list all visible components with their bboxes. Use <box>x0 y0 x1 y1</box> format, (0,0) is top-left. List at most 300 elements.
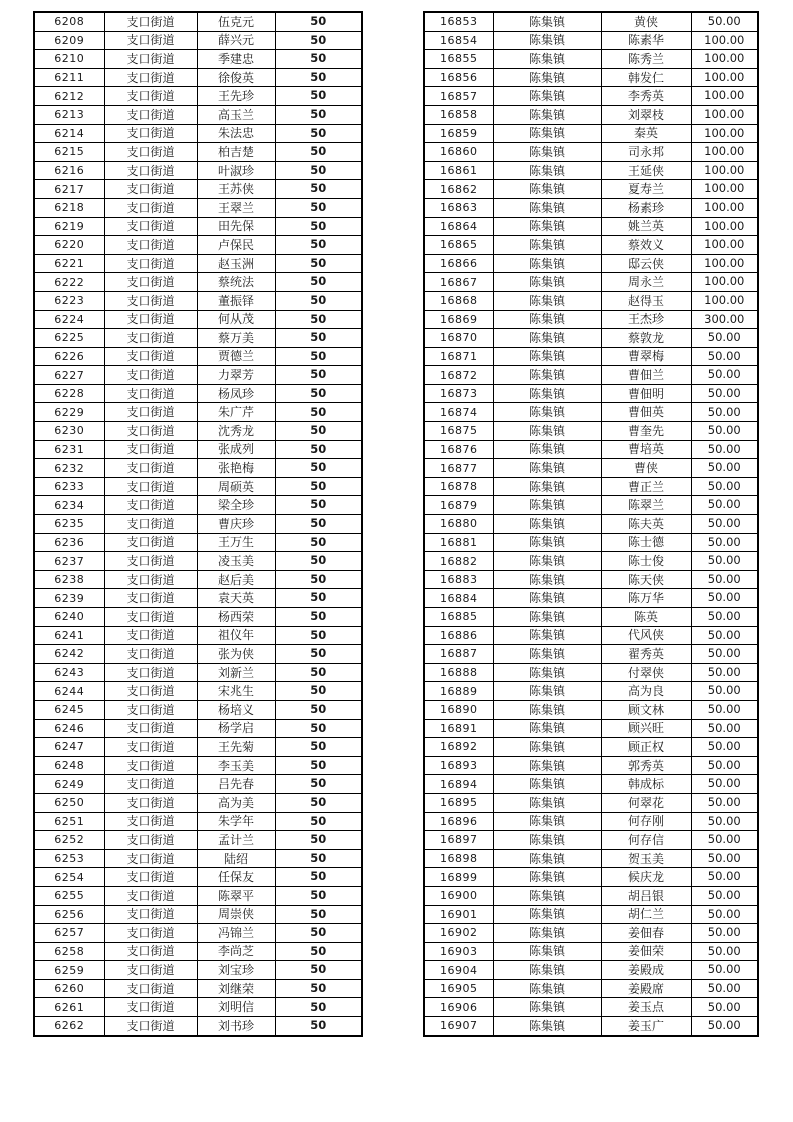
person-name-cell: 周崇侠 <box>197 905 275 924</box>
region-cell: 支口街道 <box>104 626 197 645</box>
person-name-cell: 朱广芹 <box>197 403 275 422</box>
row-id-cell: 6227 <box>34 366 104 385</box>
person-name-cell: 刘宝珍 <box>197 961 275 980</box>
person-name-cell: 蔡敦龙 <box>601 329 691 348</box>
table-row <box>34 347 362 366</box>
table-row <box>34 50 362 69</box>
row-id-cell: 16882 <box>424 552 493 571</box>
amount-cell: 50.00 <box>691 403 758 422</box>
person-name-cell: 袁天英 <box>197 589 275 608</box>
region-cell: 陈集镇 <box>493 180 601 199</box>
row-id-cell: 6221 <box>34 254 104 273</box>
row-id-cell: 16901 <box>424 905 493 924</box>
amount-cell: 50.00 <box>691 905 758 924</box>
person-name-cell: 夏寿兰 <box>601 180 691 199</box>
row-id-cell: 16865 <box>424 236 493 255</box>
amount-cell: 50.00 <box>691 626 758 645</box>
amount-cell: 50 <box>275 682 362 701</box>
region-cell: 陈集镇 <box>493 347 601 366</box>
region-cell: 支口街道 <box>104 552 197 571</box>
table-row <box>424 793 758 812</box>
amount-cell: 50 <box>275 645 362 664</box>
amount-cell: 50 <box>275 105 362 124</box>
amount-cell: 50.00 <box>691 384 758 403</box>
region-cell: 支口街道 <box>104 496 197 515</box>
row-id-cell: 6258 <box>34 942 104 961</box>
person-name-cell: 韩发仁 <box>601 68 691 87</box>
row-id-cell: 16873 <box>424 384 493 403</box>
row-id-cell: 16906 <box>424 998 493 1017</box>
amount-cell: 50.00 <box>691 589 758 608</box>
amount-cell: 100.00 <box>691 273 758 292</box>
region-cell: 陈集镇 <box>493 700 601 719</box>
row-id-cell: 16881 <box>424 533 493 552</box>
table-row <box>424 440 758 459</box>
person-name-cell: 何存刚 <box>601 812 691 831</box>
person-name-cell: 力翠芳 <box>197 366 275 385</box>
table-row <box>424 570 758 589</box>
row-id-cell: 6248 <box>34 756 104 775</box>
region-cell: 陈集镇 <box>493 645 601 664</box>
amount-cell: 50.00 <box>691 849 758 868</box>
table-row <box>424 998 758 1017</box>
person-name-cell: 周永兰 <box>601 273 691 292</box>
table-row <box>424 329 758 348</box>
region-cell: 支口街道 <box>104 738 197 757</box>
region-cell: 支口街道 <box>104 143 197 162</box>
table-row <box>34 849 362 868</box>
person-name-cell: 曹佃兰 <box>601 366 691 385</box>
person-name-cell: 张成列 <box>197 440 275 459</box>
amount-cell: 100.00 <box>691 143 758 162</box>
amount-cell: 100.00 <box>691 124 758 143</box>
person-name-cell: 田先保 <box>197 217 275 236</box>
amount-cell: 50.00 <box>691 515 758 534</box>
amount-cell: 50.00 <box>691 961 758 980</box>
amount-cell: 50.00 <box>691 756 758 775</box>
table-row <box>34 273 362 292</box>
table-row <box>424 756 758 775</box>
row-id-cell: 6238 <box>34 570 104 589</box>
table-row <box>34 886 362 905</box>
amount-cell: 50 <box>275 68 362 87</box>
table-row <box>34 682 362 701</box>
row-id-cell: 6220 <box>34 236 104 255</box>
table-row <box>34 124 362 143</box>
amount-cell: 50.00 <box>691 422 758 441</box>
person-name-cell: 王苏侠 <box>197 180 275 199</box>
table-row <box>424 143 758 162</box>
table-row <box>424 31 758 50</box>
person-name-cell: 王延侠 <box>601 161 691 180</box>
row-id-cell: 6214 <box>34 124 104 143</box>
region-cell: 支口街道 <box>104 1017 197 1036</box>
person-name-cell: 刘翠枝 <box>601 105 691 124</box>
region-cell: 支口街道 <box>104 273 197 292</box>
table-row <box>34 626 362 645</box>
table-row <box>34 700 362 719</box>
row-id-cell: 6243 <box>34 663 104 682</box>
table-row <box>424 738 758 757</box>
table-row <box>424 905 758 924</box>
amount-cell: 100.00 <box>691 291 758 310</box>
person-name-cell: 沈秀龙 <box>197 422 275 441</box>
person-name-cell: 杨凤珍 <box>197 384 275 403</box>
person-name-cell: 顾兴旺 <box>601 719 691 738</box>
amount-cell: 50 <box>275 198 362 217</box>
region-cell: 支口街道 <box>104 161 197 180</box>
region-cell: 陈集镇 <box>493 291 601 310</box>
person-name-cell: 凌玉美 <box>197 552 275 571</box>
row-id-cell: 16888 <box>424 663 493 682</box>
region-cell: 支口街道 <box>104 886 197 905</box>
table-row <box>424 310 758 329</box>
row-id-cell: 16887 <box>424 645 493 664</box>
region-cell: 陈集镇 <box>493 812 601 831</box>
region-cell: 陈集镇 <box>493 533 601 552</box>
person-name-cell: 胡吕银 <box>601 886 691 905</box>
table-row <box>34 310 362 329</box>
person-name-cell: 杨素珍 <box>601 198 691 217</box>
table-row <box>424 87 758 106</box>
left-roster-body <box>34 12 362 1036</box>
table-row <box>34 161 362 180</box>
region-cell: 支口街道 <box>104 477 197 496</box>
amount-cell: 100.00 <box>691 87 758 106</box>
amount-cell: 50.00 <box>691 552 758 571</box>
person-name-cell: 王翠兰 <box>197 198 275 217</box>
table-row <box>424 403 758 422</box>
person-name-cell: 韩成标 <box>601 775 691 794</box>
row-id-cell: 16874 <box>424 403 493 422</box>
row-id-cell: 16854 <box>424 31 493 50</box>
region-cell: 支口街道 <box>104 236 197 255</box>
amount-cell: 50 <box>275 775 362 794</box>
table-row <box>34 663 362 682</box>
table-row <box>424 886 758 905</box>
region-cell: 支口街道 <box>104 366 197 385</box>
person-name-cell: 代风侠 <box>601 626 691 645</box>
amount-cell: 50 <box>275 273 362 292</box>
amount-cell: 50 <box>275 422 362 441</box>
region-cell: 支口街道 <box>104 775 197 794</box>
table-row <box>34 198 362 217</box>
table-row <box>424 12 758 31</box>
person-name-cell: 顾正权 <box>601 738 691 757</box>
region-cell: 陈集镇 <box>493 961 601 980</box>
amount-cell: 300.00 <box>691 310 758 329</box>
table-row <box>34 12 362 31</box>
region-cell: 陈集镇 <box>493 217 601 236</box>
person-name-cell: 高为美 <box>197 793 275 812</box>
region-cell: 陈集镇 <box>493 552 601 571</box>
person-name-cell: 柏吉楚 <box>197 143 275 162</box>
person-name-cell: 姜佃荣 <box>601 942 691 961</box>
region-cell: 支口街道 <box>104 663 197 682</box>
table-row <box>424 124 758 143</box>
table-row <box>424 663 758 682</box>
person-name-cell: 曹翠梅 <box>601 347 691 366</box>
amount-cell: 100.00 <box>691 217 758 236</box>
region-cell: 陈集镇 <box>493 626 601 645</box>
row-id-cell: 6235 <box>34 515 104 534</box>
amount-cell: 50 <box>275 1017 362 1036</box>
row-id-cell: 16878 <box>424 477 493 496</box>
row-id-cell: 6252 <box>34 831 104 850</box>
amount-cell: 50 <box>275 998 362 1017</box>
table-row <box>34 738 362 757</box>
row-id-cell: 6218 <box>34 198 104 217</box>
region-cell: 支口街道 <box>104 440 197 459</box>
region-cell: 支口街道 <box>104 310 197 329</box>
person-name-cell: 刘继荣 <box>197 979 275 998</box>
row-id-cell: 16879 <box>424 496 493 515</box>
amount-cell: 50 <box>275 236 362 255</box>
person-name-cell: 李秀英 <box>601 87 691 106</box>
row-id-cell: 16893 <box>424 756 493 775</box>
row-id-cell: 16857 <box>424 87 493 106</box>
amount-cell: 50 <box>275 886 362 905</box>
amount-cell: 50.00 <box>691 738 758 757</box>
row-id-cell: 6229 <box>34 403 104 422</box>
person-name-cell: 薛兴元 <box>197 31 275 50</box>
person-name-cell: 陈万华 <box>601 589 691 608</box>
row-id-cell: 6209 <box>34 31 104 50</box>
table-row <box>424 608 758 627</box>
row-id-cell: 6225 <box>34 329 104 348</box>
row-id-cell: 6250 <box>34 793 104 812</box>
row-id-cell: 16885 <box>424 608 493 627</box>
region-cell: 支口街道 <box>104 700 197 719</box>
amount-cell: 50 <box>275 384 362 403</box>
person-name-cell: 冯锦兰 <box>197 924 275 943</box>
row-id-cell: 6213 <box>34 105 104 124</box>
row-id-cell: 6234 <box>34 496 104 515</box>
region-cell: 陈集镇 <box>493 105 601 124</box>
table-row <box>34 515 362 534</box>
table-row <box>424 645 758 664</box>
table-row <box>424 496 758 515</box>
amount-cell: 100.00 <box>691 161 758 180</box>
row-id-cell: 6228 <box>34 384 104 403</box>
person-name-cell: 李玉美 <box>197 756 275 775</box>
table-row <box>424 217 758 236</box>
amount-cell: 50 <box>275 124 362 143</box>
row-id-cell: 6232 <box>34 459 104 478</box>
table-row <box>424 589 758 608</box>
person-name-cell: 曹佃明 <box>601 384 691 403</box>
table-row <box>424 1017 758 1036</box>
region-cell: 陈集镇 <box>493 942 601 961</box>
table-row <box>424 254 758 273</box>
table-row <box>34 403 362 422</box>
amount-cell: 50 <box>275 403 362 422</box>
amount-cell: 50.00 <box>691 700 758 719</box>
region-cell: 支口街道 <box>104 979 197 998</box>
person-name-cell: 赵玉洲 <box>197 254 275 273</box>
region-cell: 支口街道 <box>104 12 197 31</box>
region-cell: 陈集镇 <box>493 849 601 868</box>
table-row <box>34 254 362 273</box>
table-row <box>34 440 362 459</box>
region-cell: 支口街道 <box>104 793 197 812</box>
row-id-cell: 6254 <box>34 868 104 887</box>
amount-cell: 50 <box>275 533 362 552</box>
amount-cell: 50 <box>275 50 362 69</box>
row-id-cell: 6253 <box>34 849 104 868</box>
amount-cell: 50 <box>275 812 362 831</box>
amount-cell: 50 <box>275 31 362 50</box>
person-name-cell: 曹奎先 <box>601 422 691 441</box>
person-name-cell: 姜玉广 <box>601 1017 691 1036</box>
region-cell: 陈集镇 <box>493 775 601 794</box>
table-row <box>424 291 758 310</box>
amount-cell: 50 <box>275 291 362 310</box>
amount-cell: 50.00 <box>691 831 758 850</box>
table-row <box>34 1017 362 1036</box>
row-id-cell: 16858 <box>424 105 493 124</box>
person-name-cell: 何翠花 <box>601 793 691 812</box>
row-id-cell: 6249 <box>34 775 104 794</box>
person-name-cell: 刘新兰 <box>197 663 275 682</box>
person-name-cell: 陈夫英 <box>601 515 691 534</box>
amount-cell: 50.00 <box>691 533 758 552</box>
person-name-cell: 蔡效义 <box>601 236 691 255</box>
amount-cell: 50 <box>275 589 362 608</box>
amount-cell: 50 <box>275 756 362 775</box>
region-cell: 支口街道 <box>104 645 197 664</box>
row-id-cell: 16876 <box>424 440 493 459</box>
row-id-cell: 16862 <box>424 180 493 199</box>
amount-cell: 50.00 <box>691 886 758 905</box>
amount-cell: 50.00 <box>691 812 758 831</box>
row-id-cell: 16904 <box>424 961 493 980</box>
table-row <box>424 422 758 441</box>
amount-cell: 50 <box>275 831 362 850</box>
table-row <box>34 831 362 850</box>
region-cell: 支口街道 <box>104 589 197 608</box>
amount-cell: 100.00 <box>691 198 758 217</box>
table-row <box>424 161 758 180</box>
row-id-cell: 16866 <box>424 254 493 273</box>
row-id-cell: 6223 <box>34 291 104 310</box>
row-id-cell: 16877 <box>424 459 493 478</box>
table-row <box>34 905 362 924</box>
region-cell: 支口街道 <box>104 961 197 980</box>
table-row <box>424 384 758 403</box>
table-row <box>34 384 362 403</box>
region-cell: 陈集镇 <box>493 403 601 422</box>
table-row <box>34 812 362 831</box>
amount-cell: 50 <box>275 515 362 534</box>
table-row <box>424 198 758 217</box>
table-row <box>424 849 758 868</box>
region-cell: 陈集镇 <box>493 236 601 255</box>
region-cell: 支口街道 <box>104 217 197 236</box>
amount-cell: 50.00 <box>691 868 758 887</box>
table-row <box>424 533 758 552</box>
row-id-cell: 16895 <box>424 793 493 812</box>
table-row <box>34 105 362 124</box>
person-name-cell: 贺玉美 <box>601 849 691 868</box>
amount-cell: 50.00 <box>691 496 758 515</box>
person-name-cell: 徐俊英 <box>197 68 275 87</box>
table-row <box>34 998 362 1017</box>
table-row <box>34 477 362 496</box>
person-name-cell: 陈士德 <box>601 533 691 552</box>
region-cell: 支口街道 <box>104 422 197 441</box>
person-name-cell: 李尚芝 <box>197 942 275 961</box>
row-id-cell: 16863 <box>424 198 493 217</box>
person-name-cell: 何存信 <box>601 831 691 850</box>
table-row <box>34 942 362 961</box>
amount-cell: 100.00 <box>691 180 758 199</box>
table-row <box>424 924 758 943</box>
person-name-cell: 秦英 <box>601 124 691 143</box>
amount-cell: 50.00 <box>691 608 758 627</box>
amount-cell: 50 <box>275 793 362 812</box>
amount-cell: 50 <box>275 552 362 571</box>
region-cell: 陈集镇 <box>493 124 601 143</box>
table-row <box>34 756 362 775</box>
region-cell: 陈集镇 <box>493 273 601 292</box>
row-id-cell: 6247 <box>34 738 104 757</box>
person-name-cell: 朱法忠 <box>197 124 275 143</box>
person-name-cell: 姜佃春 <box>601 924 691 943</box>
row-id-cell: 16867 <box>424 273 493 292</box>
row-id-cell: 6224 <box>34 310 104 329</box>
row-id-cell: 6239 <box>34 589 104 608</box>
table-row <box>34 87 362 106</box>
region-cell: 陈集镇 <box>493 459 601 478</box>
amount-cell: 50.00 <box>691 12 758 31</box>
amount-cell: 50 <box>275 180 362 199</box>
person-name-cell: 陈英 <box>601 608 691 627</box>
row-id-cell: 16886 <box>424 626 493 645</box>
region-cell: 支口街道 <box>104 291 197 310</box>
row-id-cell: 16870 <box>424 329 493 348</box>
table-row <box>34 793 362 812</box>
row-id-cell: 16856 <box>424 68 493 87</box>
row-id-cell: 6233 <box>34 477 104 496</box>
amount-cell: 100.00 <box>691 254 758 273</box>
table-row <box>34 533 362 552</box>
row-id-cell: 6256 <box>34 905 104 924</box>
row-id-cell: 16883 <box>424 570 493 589</box>
table-row <box>34 236 362 255</box>
region-cell: 支口街道 <box>104 105 197 124</box>
table-row <box>34 496 362 515</box>
amount-cell: 50.00 <box>691 570 758 589</box>
row-id-cell: 6259 <box>34 961 104 980</box>
right-roster-body <box>424 12 758 1036</box>
person-name-cell: 伍克元 <box>197 12 275 31</box>
person-name-cell: 姚兰英 <box>601 217 691 236</box>
row-id-cell: 6212 <box>34 87 104 106</box>
row-id-cell: 16859 <box>424 124 493 143</box>
region-cell: 陈集镇 <box>493 924 601 943</box>
row-id-cell: 6241 <box>34 626 104 645</box>
row-id-cell: 6231 <box>34 440 104 459</box>
table-row <box>424 682 758 701</box>
amount-cell: 100.00 <box>691 236 758 255</box>
person-name-cell: 季建忠 <box>197 50 275 69</box>
row-id-cell: 16894 <box>424 775 493 794</box>
row-id-cell: 16869 <box>424 310 493 329</box>
region-cell: 支口街道 <box>104 198 197 217</box>
amount-cell: 50 <box>275 719 362 738</box>
person-name-cell: 付翠侠 <box>601 663 691 682</box>
